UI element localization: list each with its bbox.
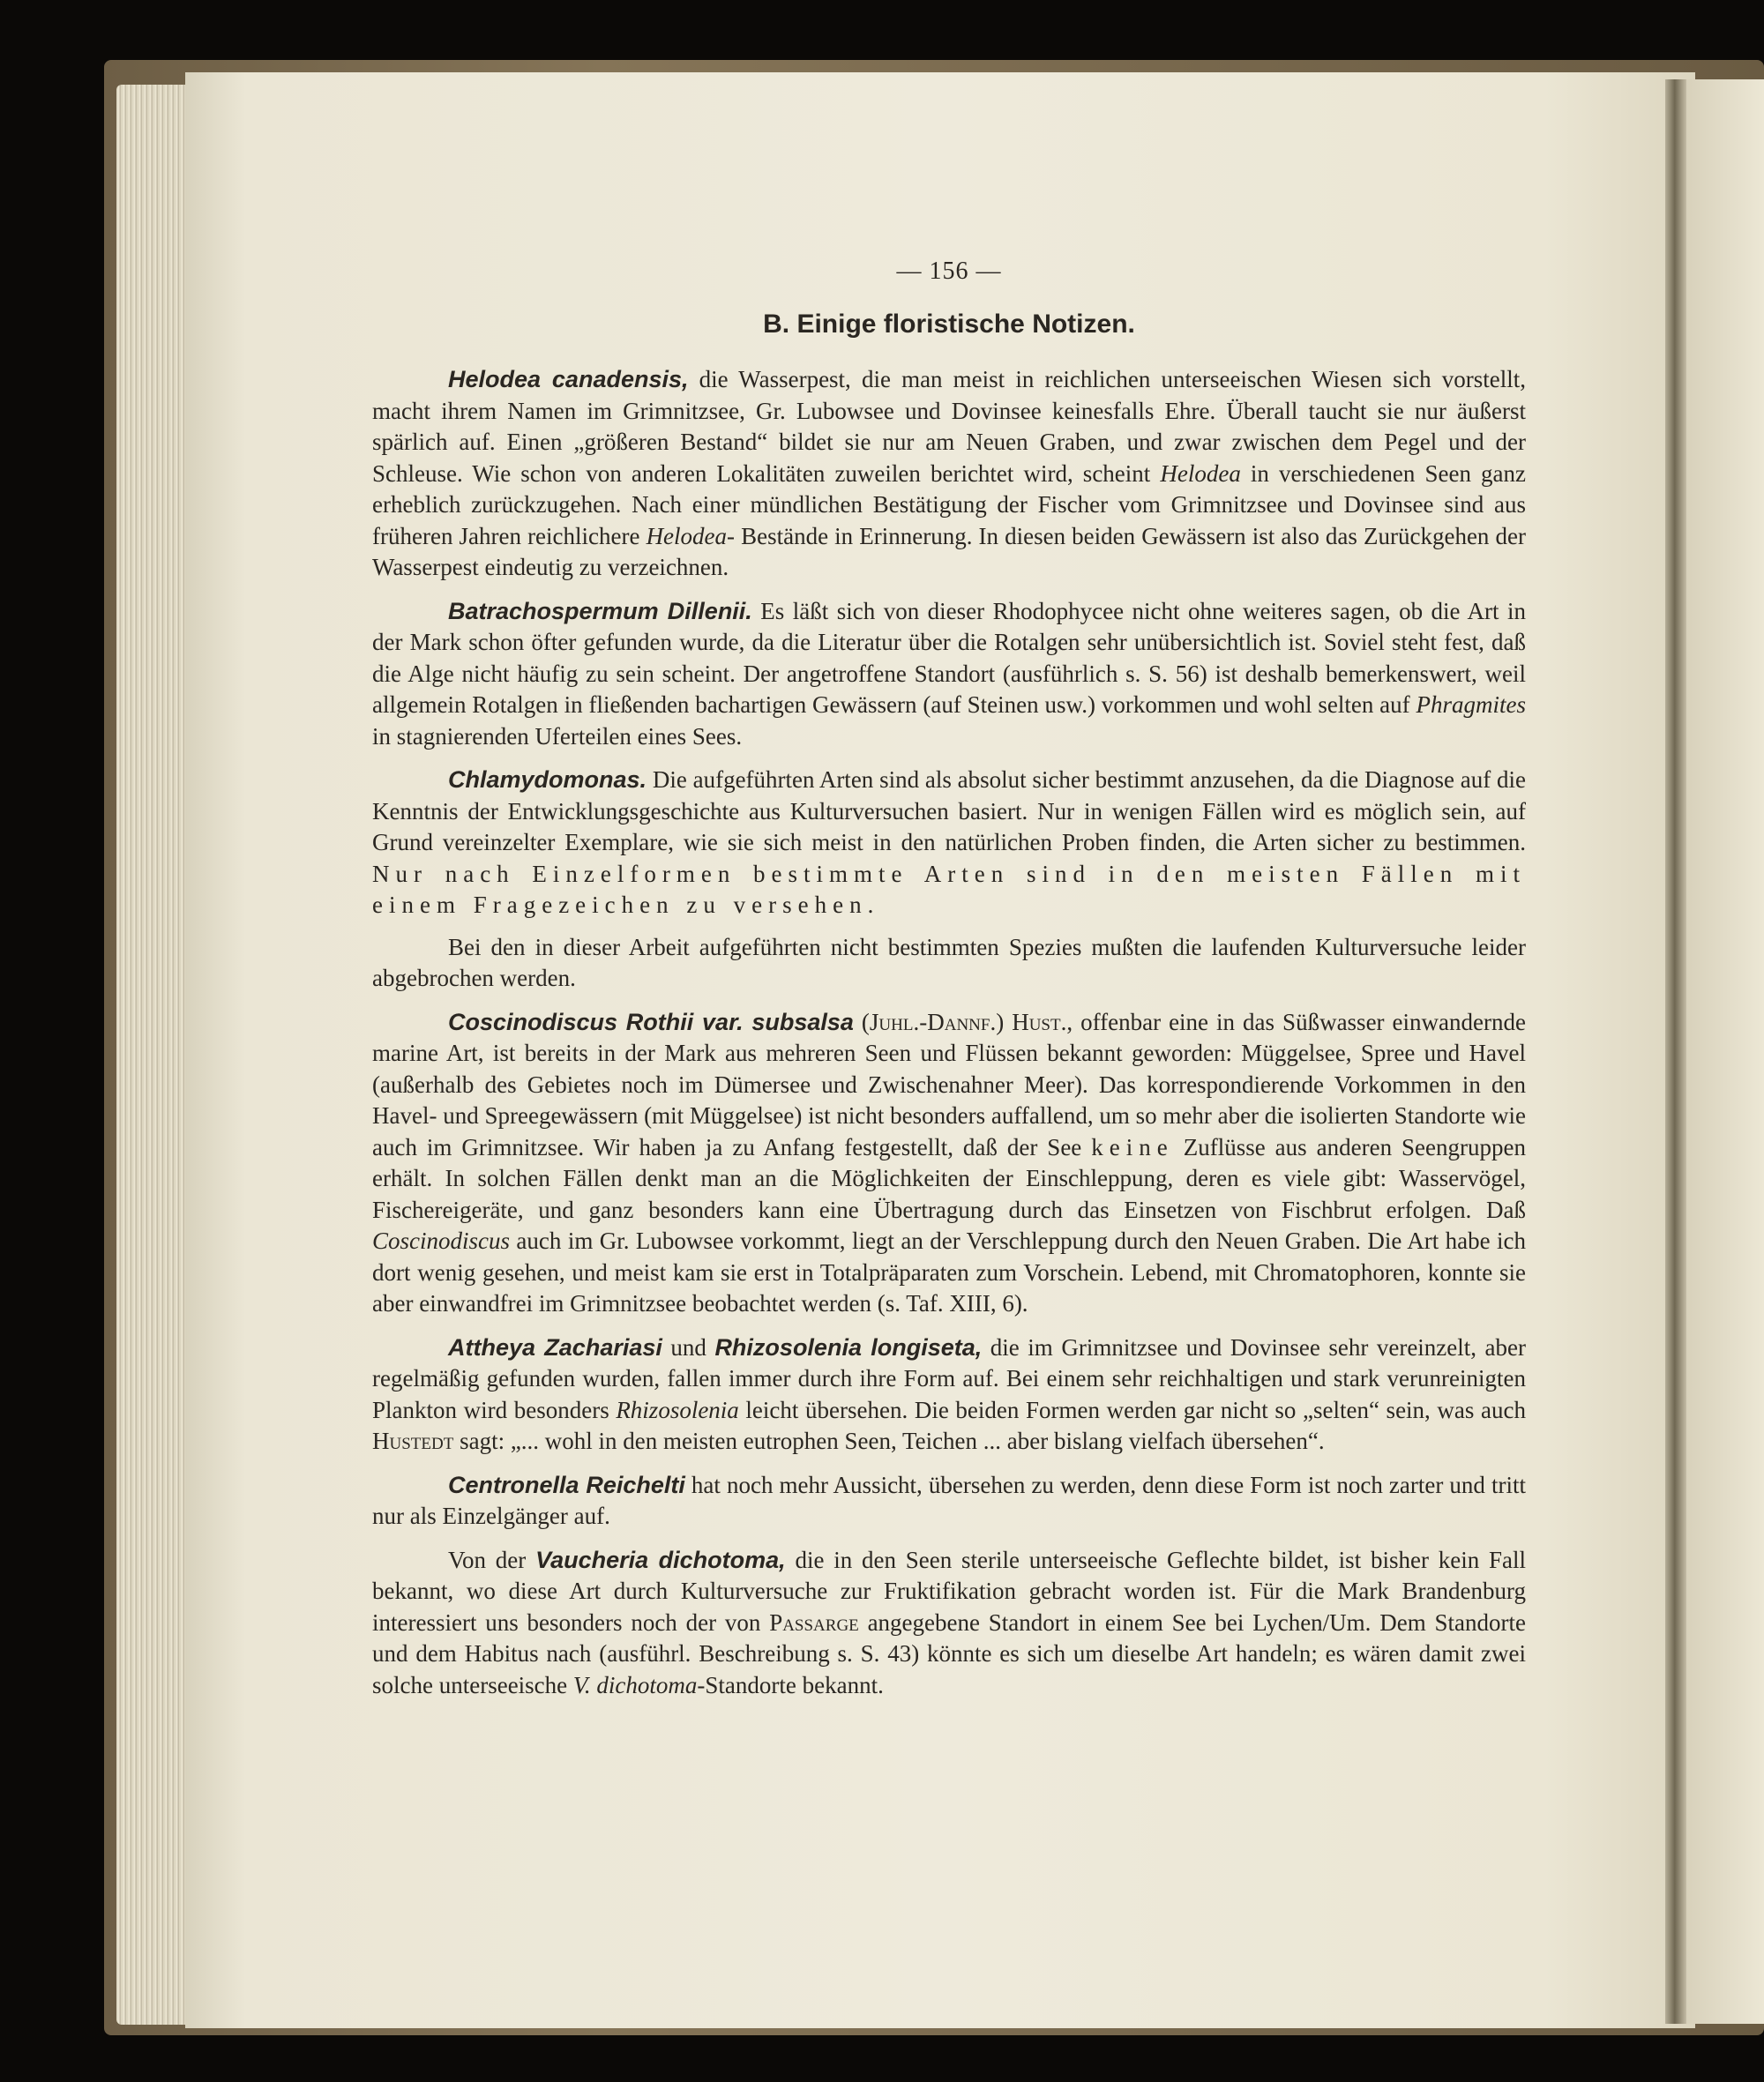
- paragraph-chlamydomonas: [372, 765, 1526, 922]
- text-run: hat noch mehr Aussicht, übersehen zu werden, denn diese Form ist noch zarter und tritt nur als Einzelgänger auf.: [372, 1471, 1526, 1529]
- species-name: Chlamydomonas.: [448, 766, 647, 793]
- text-run: Bestände in Erinnerung. In diesen beiden Gewässern ist also das Zurückgehen der Wasserpest eindeutig zu verzeichnen.: [372, 522, 1526, 580]
- author-name: Juhl.-Dannf.: [869, 1008, 997, 1035]
- species-name: Helodea canadensis,: [448, 366, 689, 392]
- italic-term: Helodea-: [646, 522, 736, 549]
- author-name: Hustedt: [372, 1428, 454, 1454]
- text-run: leicht übersehen. Die beiden Formen werden gar nicht so „selten“ sein, was auch: [738, 1396, 1526, 1423]
- text-run: , offenbar eine in das Süßwasser einwandernde marine Art, ist bereits in der Mark aus mehreren Seen und Flüssen bekannt geworden: Müggelsee, Spree und Havel (außerhalb des Gebietes noch im Dümersee und Zwischenahner Meer). Das korrespondierende Vorkommen in den Havel- und Spreegewässern (mit Müggelsee) ist nicht besonders auffallend, um so mehr aber die isolierten Standorte wie auch im Grimnitzsee. Wir haben ja zu Anfang festgestellt, daß der See: [372, 1008, 1526, 1160]
- text-run: in verschiedenen Seen ganz erheblich zurückzugehen. Nach einer mündlichen Bestätigung der Fischer vom Grimnitzsee und Dovinsee sind aus früheren Jahren reichlichere: [372, 459, 1526, 549]
- species-name: Coscinodiscus Rothii var. subsalsa: [448, 1008, 854, 1035]
- text-run: die im Grimnitzsee und Dovinsee sehr vereinzelt, aber regelmäßig gefunden wurden, fallen immer durch ihre Form auf. Bei einem sehr reichhaltigen und stark verunreinigten Plankton wird besonders: [372, 1333, 1527, 1423]
- page-content: [372, 256, 1526, 1713]
- text-run: und: [662, 1333, 715, 1361]
- italic-term: Coscinodiscus: [372, 1228, 511, 1254]
- author-name: Hust.: [1012, 1008, 1067, 1035]
- text-run: Es läßt sich von dieser Rhodophycee nicht ohne weiteres sagen, ob die Art in der Mark schon öfter gefunden wurde, da die Literatur über die Rotalgen sehr unübersichtlich ist. Soviel steht fest, daß die Alge nicht häufig zu sein scheint. Der angetroffene Standort (ausführlich s. S. 56) ist deshalb bemerkenswert, weil allgemein Rotalgen in fließenden bachartigen Gewässern (auf Steinen usw.) vorkommen und wohl selten auf: [372, 597, 1526, 718]
- facing-page-edge: [1686, 79, 1764, 2024]
- text-run: Zuflüsse aus anderen Seengruppen erhält. In solchen Fällen denkt man an die Möglichkeiten der Einschleppung, deren es viele gibt: Wasservögel, Fischereigeräte, und ganz besonders kann eine Übertragung durch das Einsetzen von Fischbrut erfolgen. Daß: [372, 1133, 1526, 1223]
- text-run: die Wasserpest, die man meist in reichlichen unterseeischen Wiesen sich vorstellt, macht ihrem Namen im Grimnitzsee, Gr. Lubowsee und Dovinsee keinesfalls Ehre. Überall taucht sie nur äußerst spärlich auf. Einen „größeren Bestand“ bildet sie nur am Neuen Graben, und zwar zwischen dem Pegel und der Schleuse. Wie schon von anderen Lokalitäten zuweilen berichtet wird, scheint: [372, 366, 1526, 487]
- paragraph-kulturversuche: [372, 932, 1526, 995]
- text-run: Die aufgeführten Arten sind als absolut sicher bestimmt anzusehen, da die Diagnose auf die Kenntnis der Entwicklungsgeschichte aus Kulturversuchen basiert. Nur in wenigen Fällen wird es möglich sein, auf Grund vereinzelter Exemplare, wie sie sich meist in den natürlichen Proben finden, die Arten sicher zu bestimmen.: [372, 766, 1526, 855]
- italic-term: Rhizosolenia: [616, 1396, 739, 1423]
- text-run: auch im Gr. Lubowsee vorkommt, liegt an der Verschleppung durch den Neuen Graben. Die Art habe ich dort wenig gesehen, und meist kam sie erst in Totalpräparaten zum Vorschein. Lebend, mit Chromatophoren, konnte sie aber einwandfrei im Grimnitzsee beobachtet werden (s. Taf. XIII, 6).: [372, 1228, 1526, 1317]
- paragraph-batrachospermum: [372, 596, 1526, 753]
- text-run: ): [996, 1008, 1013, 1035]
- text-run: die in den Seen sterile unterseeische Geflechte bildet, ist bisher kein Fall bekannt, wo diese Art durch Kulturversuche zur Fruktifikation gebracht worden ist. Für die Mark Brandenburg interessiert uns besonders noch der von: [372, 1546, 1526, 1636]
- text-run: angegebene Standort in einem See bei Lychen/Um. Dem Standorte und dem Habitus nach (ausführl. Beschreibung s. S. 43) könnte es sich um dieselbe Art handeln; es wären damit zwei solche unterseeische: [372, 1608, 1526, 1698]
- species-name: Centronella Reichelti: [448, 1471, 685, 1498]
- text-run: Bei den in dieser Arbeit aufgeführten nicht bestimmten Spezies mußten die laufenden Kulturversuche leider abgebrochen werden.: [372, 933, 1526, 991]
- spaced-emphasis: keine: [1091, 1133, 1174, 1160]
- text-run: sagt: „... wohl in den meisten eutrophen Seen, Teichen ... aber bislang vielfach übersehen“.: [453, 1428, 1325, 1454]
- page-edges: [116, 85, 194, 2025]
- paragraph-centronella: [372, 1470, 1526, 1533]
- paragraph-attheya: [372, 1332, 1526, 1458]
- book-gutter: [1665, 79, 1686, 2024]
- spaced-emphasis: Nur nach Einzelformen bestimmte Arten sind in den meisten Fällen mit einem Fragezeichen zu versehen.: [372, 860, 1526, 918]
- species-name: Batrachospermum Dillenii.: [448, 597, 752, 624]
- paragraph-helodea: [372, 364, 1526, 584]
- text-run: (: [853, 1008, 870, 1035]
- author-name: Passarge: [769, 1608, 859, 1636]
- italic-term: Helodea: [1160, 459, 1241, 487]
- text-run: Von der: [448, 1546, 536, 1573]
- text-run: in stagnierenden Uferteilen eines Sees.: [372, 722, 743, 750]
- italic-term: V. dichotoma: [572, 1671, 698, 1698]
- italic-term: Phragmites: [1416, 691, 1526, 718]
- paragraph-coscinodiscus: [372, 1007, 1526, 1320]
- species-name: Attheya Zachariasi: [448, 1333, 662, 1361]
- text-run: -Standorte bekannt.: [697, 1671, 884, 1698]
- species-name: Vaucheria dichotoma,: [535, 1546, 786, 1573]
- species-name: Rhizosolenia longiseta,: [714, 1333, 983, 1361]
- page-number: — 156 —: [896, 257, 1002, 285]
- section-heading: B. Einige floristische Notizen.: [763, 309, 1135, 339]
- paragraph-vaucheria: [372, 1545, 1526, 1702]
